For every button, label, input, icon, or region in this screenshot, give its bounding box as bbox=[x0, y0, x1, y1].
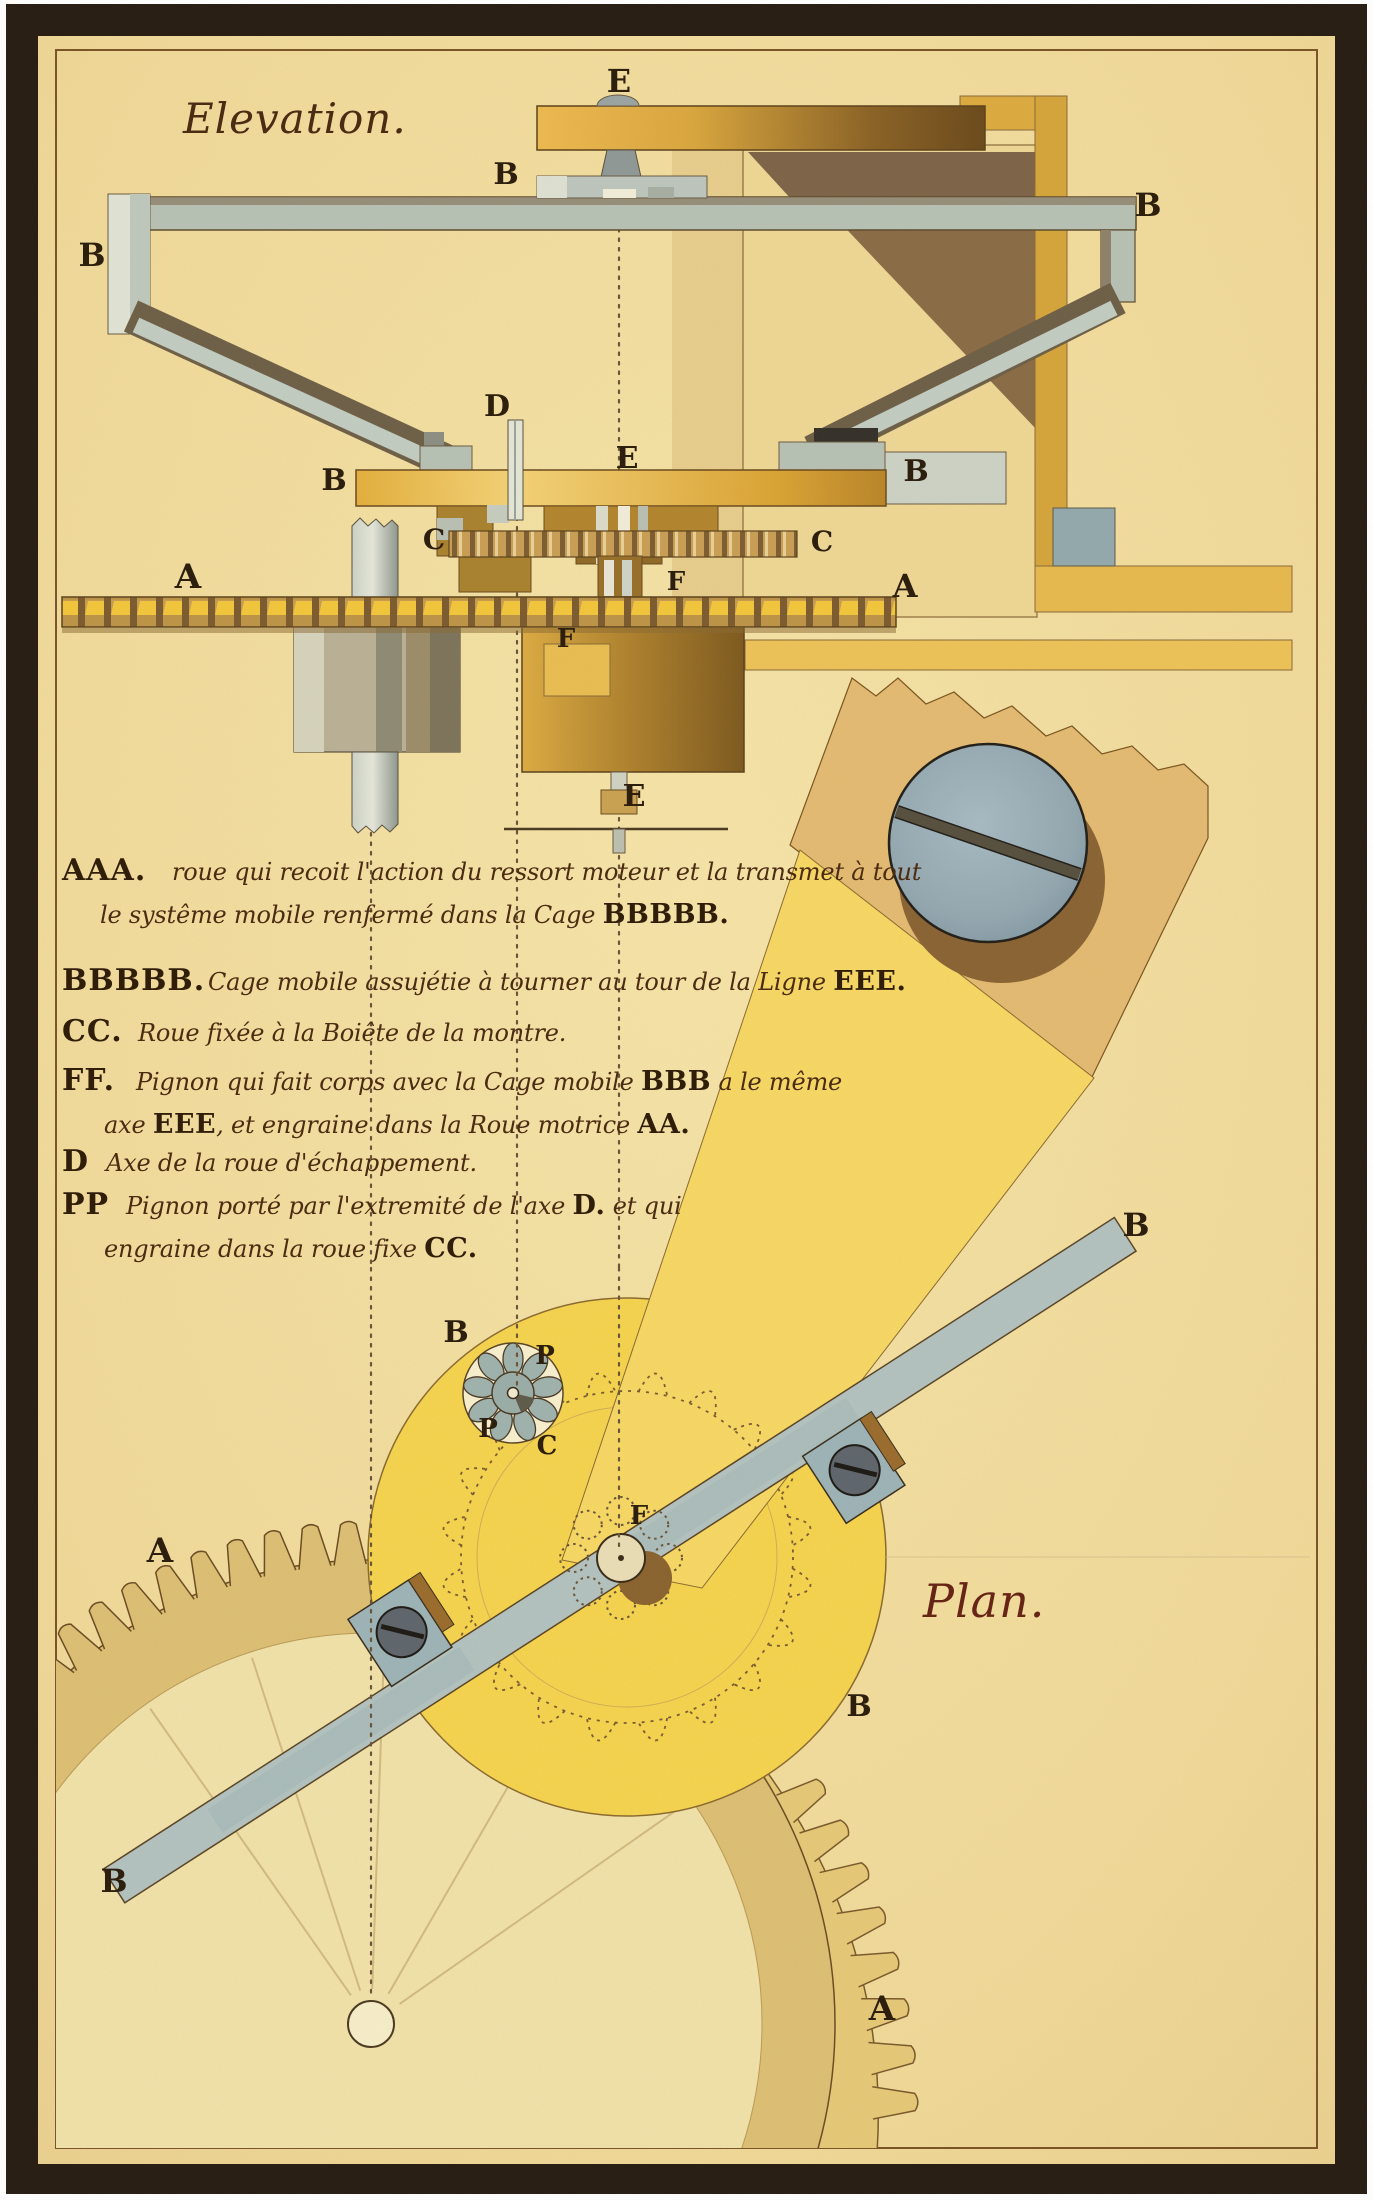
paper-grain bbox=[38, 36, 1335, 2164]
